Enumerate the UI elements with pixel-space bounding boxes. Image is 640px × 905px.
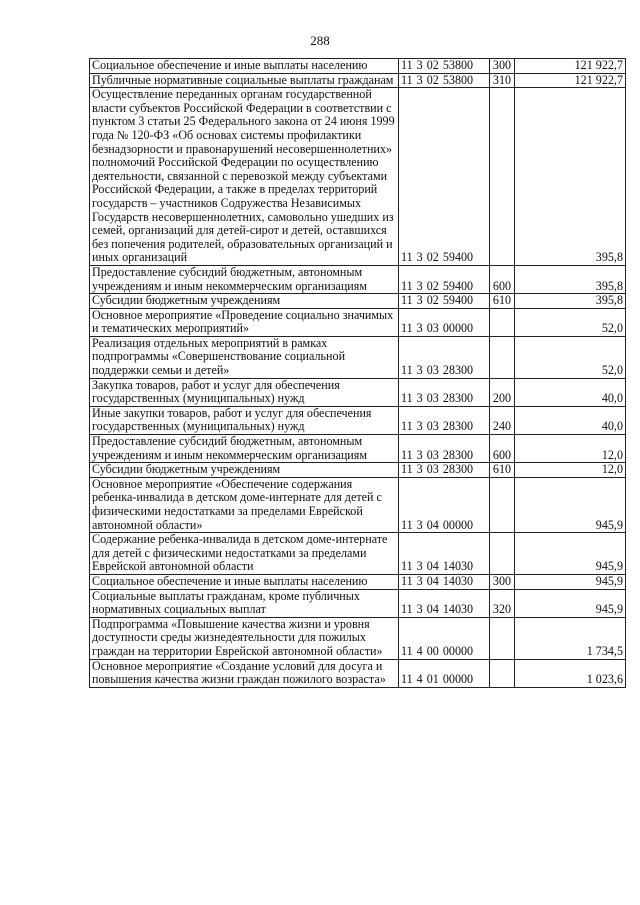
row-expense-type-cell [490,308,515,336]
row-code-cell: 11 3 02 59400 [399,88,490,266]
row-code-cell: 11 3 03 28300 [399,463,490,478]
row-name-cell: Реализация отдельных мероприятий в рамках подпрограммы «Совершенствование социальной поддержки семьи и детей» [90,336,399,378]
table-row [90,435,626,463]
row-name-cell: Социальное обеспечение и иные выплаты населению [90,574,399,589]
row-name-cell: Основное мероприятие «Создание условий для досуга и повышения качества жизни граждан пожилого возраста» [90,659,399,687]
row-name-cell: Субсидии бюджетным учреждениям [90,294,399,309]
row-code-cell: 11 3 04 14030 [399,589,490,617]
row-expense-type-cell: 610 [490,294,515,309]
row-amount-cell: 945,9 [515,477,626,532]
row-expense-type-cell: 310 [490,73,515,88]
row-amount-cell: 40,0 [515,406,626,434]
row-amount-cell: 945,9 [515,533,626,575]
table-row [90,463,626,478]
table-row [90,308,626,336]
row-name-cell: Субсидии бюджетным учреждениям [90,463,399,478]
row-expense-type-cell [490,533,515,575]
row-name-cell: Публичные нормативные социальные выплаты гражданам [90,73,399,88]
row-expense-type-cell: 610 [490,463,515,478]
table-row [90,406,626,434]
table-row [90,336,626,378]
row-code-cell: 11 3 03 00000 [399,308,490,336]
row-expense-type-cell: 200 [490,378,515,406]
row-amount-cell: 395,8 [515,88,626,266]
row-name-cell: Содержание ребенка-инвалида в детском доме-интернате для детей с физическими недостатками за пределами Еврейской автономной области [90,533,399,575]
row-amount-cell: 945,9 [515,589,626,617]
row-expense-type-cell [490,659,515,687]
row-name-cell: Основное мероприятие «Проведение социально значимых и тематических мероприятий» [90,308,399,336]
row-name-cell: Основное мероприятие «Обеспечение содержания ребенка-инвалида в детском доме-интернате для детей с физическими недостатками за пределами Еврейской автономной области» [90,477,399,532]
budget-table-body [90,59,626,688]
row-code-cell: 11 3 03 28300 [399,406,490,434]
row-code-cell: 11 4 01 00000 [399,659,490,687]
row-amount-cell: 121 922,7 [515,73,626,88]
row-name-cell: Закупка товаров, работ и услуг для обеспечения государственных (муниципальных) нужд [90,378,399,406]
row-amount-cell: 12,0 [515,435,626,463]
row-amount-cell: 40,0 [515,378,626,406]
row-name-cell: Подпрограмма «Повышение качества жизни и уровня доступности среды жизнедеятельности для пожилых граждан на территории Еврейской автономной области» [90,617,399,659]
row-amount-cell: 945,9 [515,574,626,589]
row-expense-type-cell: 320 [490,589,515,617]
row-amount-cell: 1 734,5 [515,617,626,659]
table-row [90,73,626,88]
row-name-cell: Иные закупки товаров, работ и услуг для обеспечения государственных (муниципальных) нужд [90,406,399,434]
row-name-cell: Социальное обеспечение и иные выплаты населению [90,59,399,74]
table-row [90,59,626,74]
row-expense-type-cell: 300 [490,574,515,589]
budget-table [89,58,626,688]
row-name-cell: Осуществление переданных органам государственной власти субъектов Российской Федерации в соответствии с пунктом 3 статьи 25 Федерального закона от 24 июня 1999 года № 120-ФЗ «Об основах системы профилактики безнадзорности и правонарушений несовершеннолетних» полномочий Российской Федерации по осуществлению деятельности, связанной с перевозкой между субъектами Российской Федерации, а также в пределах территорий государств – участников Содружества Независимых Государств несовершеннолетних, самовольно ушедших из семей, организаций для детей-сирот и детей, оставшихся без попечения родителей, образовательных организаций и иных организаций [90,88,399,266]
row-code-cell: 11 3 04 00000 [399,477,490,532]
row-code-cell: 11 3 02 53800 [399,59,490,74]
row-code-cell: 11 3 03 28300 [399,378,490,406]
row-name-cell: Предоставление субсидий бюджетным, автономным учреждениям и иным некоммерческим организациям [90,265,399,293]
row-expense-type-cell [490,88,515,266]
row-name-cell: Предоставление субсидий бюджетным, автономным учреждениям и иным некоммерческим организациям [90,435,399,463]
row-expense-type-cell [490,617,515,659]
table-row [90,617,626,659]
row-amount-cell: 12,0 [515,463,626,478]
row-expense-type-cell: 600 [490,435,515,463]
table-row [90,574,626,589]
table-row [90,659,626,687]
table-row [90,378,626,406]
row-code-cell: 11 3 02 59400 [399,294,490,309]
table-row [90,294,626,309]
page-number: 288 [310,33,330,48]
row-name-cell: Социальные выплаты гражданам, кроме публичных нормативных социальных выплат [90,589,399,617]
row-code-cell: 11 3 03 28300 [399,435,490,463]
row-amount-cell: 395,8 [515,294,626,309]
row-code-cell: 11 3 02 59400 [399,265,490,293]
row-expense-type-cell: 600 [490,265,515,293]
row-amount-cell: 1 023,6 [515,659,626,687]
row-expense-type-cell: 300 [490,59,515,74]
row-amount-cell: 52,0 [515,336,626,378]
table-row [90,265,626,293]
row-code-cell: 11 3 04 14030 [399,574,490,589]
row-code-cell: 11 3 02 53800 [399,73,490,88]
table-row [90,88,626,266]
row-amount-cell: 121 922,7 [515,59,626,74]
row-amount-cell: 395,8 [515,265,626,293]
table-row [90,589,626,617]
row-expense-type-cell: 240 [490,406,515,434]
row-amount-cell: 52,0 [515,308,626,336]
table-row [90,477,626,532]
row-expense-type-cell [490,336,515,378]
row-code-cell: 11 3 03 28300 [399,336,490,378]
row-expense-type-cell [490,477,515,532]
table-row [90,533,626,575]
row-code-cell: 11 4 00 00000 [399,617,490,659]
row-code-cell: 11 3 04 14030 [399,533,490,575]
